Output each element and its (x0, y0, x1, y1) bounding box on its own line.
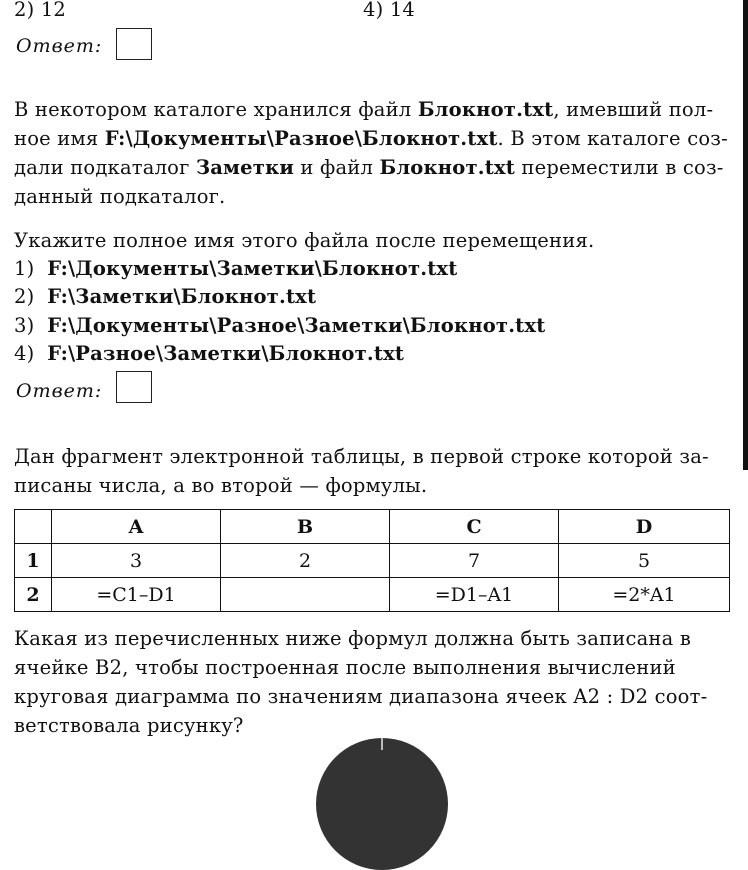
row-header-1: 1 (15, 544, 52, 578)
prev-answer-label: Ответ: (16, 35, 103, 57)
spreadsheet-fragment (14, 509, 730, 612)
file-answer-box[interactable] (116, 371, 152, 403)
file-option-2: 2) F:\Заметки\Блокнот.txt (14, 285, 317, 308)
pie-slice-divider (381, 738, 383, 750)
table-row (15, 544, 730, 578)
cell-d1: 5 (559, 544, 730, 578)
file-question-line3: дали подкаталог Заметки и файл Блокнот.txt переместили в соз- (14, 156, 724, 179)
cell-a1: 3 (52, 544, 221, 578)
cell-c1: 7 (390, 544, 559, 578)
row-header-2: 2 (15, 578, 52, 612)
file-question-prompt: Укажите полное имя этого файла после перемещения. (14, 229, 595, 252)
col-header-d: D (559, 510, 730, 544)
file-question-line1: В некотором каталоге хранился файл Блокнот.txt, имевший пол- (14, 98, 714, 121)
page-edge-bar (743, 0, 748, 470)
table-row (15, 578, 730, 612)
table-header-row (15, 510, 730, 544)
cell-b1: 2 (221, 544, 390, 578)
sheet-question-line2: писаны числа, а во второй — формулы. (14, 474, 428, 497)
col-header-c: C (390, 510, 559, 544)
sheet-question-after1: Какая из перечисленных ниже формул должна быть записана в (14, 627, 692, 650)
prev-option-2: 2) 12 (14, 0, 67, 21)
sheet-question-after4: ветствовала рисунку? (14, 714, 244, 737)
col-header-a: A (52, 510, 221, 544)
cell-b2 (221, 578, 390, 612)
corner-cell (15, 510, 52, 544)
file-question-line4: данный подкаталог. (14, 185, 226, 208)
sheet-question-after2: ячейке B2, чтобы построенная после выполнения вычислений (14, 656, 676, 679)
prev-option-4: 4) 14 (363, 0, 416, 21)
cell-d2: =2*A1 (559, 578, 730, 612)
file-answer-label: Ответ: (16, 380, 103, 402)
file-question-line2: ное имя F:\Документы\Разное\Блокнот.txt. В этом каталоге соз- (14, 127, 728, 150)
file-option-4: 4) F:\Разное\Заметки\Блокнот.txt (14, 342, 405, 365)
prev-answer-box[interactable] (116, 28, 152, 60)
sheet-question-after3: круговая диаграмма по значениям диапазона ячеек A2 : D2 соот- (14, 685, 708, 708)
file-option-1: 1) F:\Документы\Заметки\Блокнот.txt (14, 257, 458, 280)
cell-a2: =C1–D1 (52, 578, 221, 612)
cell-c2: =D1–A1 (390, 578, 559, 612)
sheet-question-line1: Дан фрагмент электронной таблицы, в первой строке которой за- (14, 445, 709, 468)
pie-chart-top-edge (316, 738, 448, 870)
file-option-3: 3) F:\Документы\Разное\Заметки\Блокнот.txt (14, 314, 546, 337)
col-header-b: B (221, 510, 390, 544)
